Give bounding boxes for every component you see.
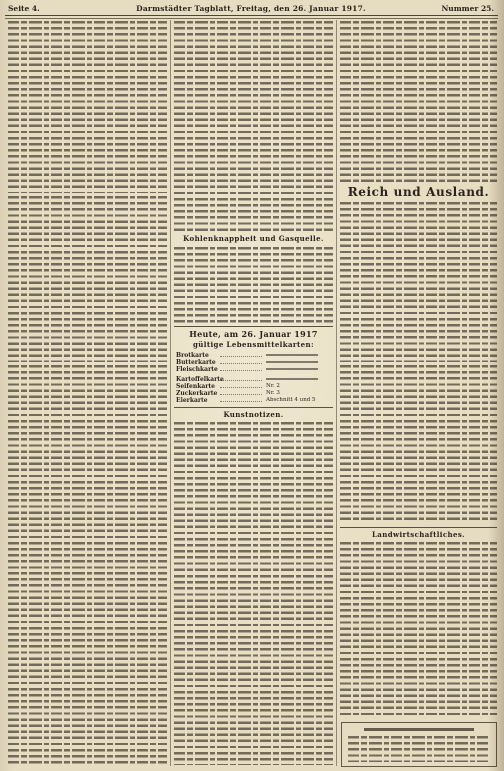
notice-box [341, 722, 497, 767]
notice-body-text [348, 736, 490, 762]
article-body-text [340, 365, 497, 523]
article-body-text [8, 196, 167, 362]
illegible-value [266, 368, 318, 370]
section-rule [340, 527, 497, 528]
illegible-value [266, 361, 318, 363]
leader-dots [220, 387, 262, 388]
ration-card-label: Seifenkarte [176, 383, 215, 390]
column-divider [170, 20, 171, 766]
article-body-text [340, 21, 497, 182]
article-body-text [340, 542, 497, 718]
ration-card-value: Nr. 3 [266, 390, 280, 396]
leader-dots [220, 356, 262, 357]
leader-dots [220, 380, 262, 381]
article-body-text [8, 21, 167, 193]
illegible-value [266, 354, 318, 356]
article-body-text [8, 365, 167, 569]
leader-dots [220, 370, 262, 371]
issue-number: Nummer 25. [441, 4, 494, 13]
ration-row [176, 366, 330, 373]
ration-row [176, 359, 330, 366]
article-body-text [8, 572, 167, 765]
ration-row [176, 352, 330, 359]
ration-row [176, 397, 330, 404]
page-number: Seite 4. [8, 4, 40, 13]
article-heading: Kohlenknappheit und Gasquelle. [183, 234, 324, 243]
section-rule [174, 326, 333, 327]
column-divider [336, 20, 337, 766]
leader-dots [220, 363, 262, 364]
section-heading: Reich und Ausland. [347, 185, 490, 199]
article-body-text [174, 575, 333, 765]
ration-box-title: gültige Lebensmittelkarten: [193, 340, 314, 349]
article-body-text [174, 21, 333, 231]
ration-card-label: Brotkarte [176, 352, 209, 359]
page-header [6, 3, 496, 15]
article-body-text [340, 202, 497, 362]
ration-row [176, 383, 330, 390]
ration-row [176, 390, 330, 397]
header-rule [5, 15, 498, 19]
masthead-dateline: Darmstädter Tagblatt, Freitag, den 26. Januar 1917. [136, 4, 366, 13]
ration-card-label: Zuckerkarte [176, 390, 218, 397]
ration-card-label: Fleischkarte [176, 366, 218, 373]
article-body-text [174, 247, 333, 323]
article-body-text [174, 422, 333, 572]
leader-dots [220, 394, 262, 395]
ration-row [176, 376, 330, 383]
leader-dots [220, 401, 262, 402]
ration-box-date: Heute, am 26. Januar 1917 [189, 329, 318, 339]
article-heading: Kunstnotizen. [223, 410, 284, 419]
ration-card-label: Eierkarte [176, 397, 208, 404]
ration-card-value: Nr. 2 [266, 383, 280, 389]
section-heading: Landwirtschaftliches. [371, 530, 466, 539]
section-rule [174, 407, 333, 408]
ration-card-label: Butterkarte [176, 359, 216, 366]
illegible-notice-title [364, 728, 474, 731]
ration-card-label: Kartoffelkarte [176, 376, 224, 383]
ration-card-value: Abschnitt 4 und 5 [266, 397, 316, 403]
illegible-value [266, 378, 318, 380]
